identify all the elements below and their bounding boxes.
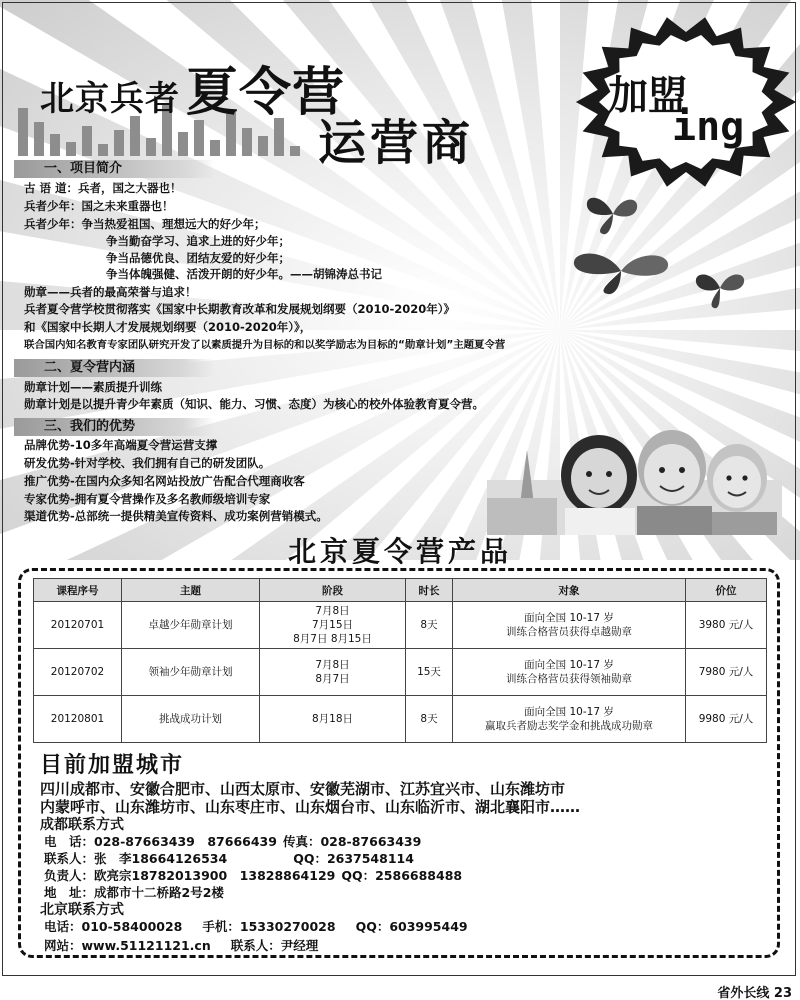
column-header: 对象 [453,579,686,602]
beijing-phone-line [44,917,474,935]
intro-line: 争当品德优良、团结友爱的好少年； [106,251,290,265]
course-stages [260,649,406,696]
intro-line: 兵者夏令营学校贯彻落实《国家中长期教育改革和发展规划纲要（2010-2020年）》 [24,302,456,316]
chengdu-manager-line [44,866,468,884]
course-duration: 8天 [406,602,453,649]
chengdu-contact-person: 联系人：张 李18664126534 [44,851,228,866]
table-row [34,602,767,649]
butterfly-icon [583,192,643,236]
course-code: 20120701 [34,602,122,649]
course-price: 7980 元/人 [686,649,767,696]
stage-date: 8月7日 8月15日 [293,633,372,645]
course-theme: 领袖少年勋章计划 [122,649,260,696]
course-stages [260,602,406,649]
intro-line: 和《国家中长期人才发展规划纲要（2010-2020年）》， [24,320,312,334]
children-photo [487,420,782,535]
target-line: 面向全国 10-17 岁 [524,706,614,718]
stage-date: 7月8日 [315,659,350,671]
section-heading-intro: 一、项目简介 [14,160,214,178]
chengdu-fax: 传真：028-87663439 [282,834,422,849]
intro-line: 兵者少年：国之未来重器也！ [24,199,174,213]
course-code: 20120702 [34,649,122,696]
course-price: 9980 元/人 [686,696,767,743]
cities-line: 四川成都市、安徽合肥市、山西太原市、安徽芜湖市、江苏宜兴市、山东潍坊市 [40,780,566,798]
beijing-contact-person: 联系人：尹经理 [230,938,319,953]
course-target [453,696,686,743]
course-theme: 卓越少年勋章计划 [122,602,260,649]
column-header: 阶段 [260,579,406,602]
course-stages [260,696,406,743]
content-line: 勋章计划——素质提升训练 [24,380,162,394]
column-header: 时长 [406,579,453,602]
chengdu-manager: 负责人：欧亮宗18782013900 13828864129 [44,868,336,883]
course-duration: 15天 [406,649,453,696]
intro-line: 争当体魄强健、活泼开朗的好少年。——胡锦涛总书记 [106,267,382,281]
section-heading-content: 二、夏令营内涵 [14,359,214,377]
column-header: 课程序号 [34,579,122,602]
content-line: 勋章计划是以提升青少年素质（知识、能力、习惯、态度）为核心的校外体验教育夏令营。 [24,397,484,411]
table-row [34,649,767,696]
course-target [453,649,686,696]
chengdu-contact-heading: 成都联系方式 [40,817,124,833]
intro-line: 联合国内知名教育专家团队研究开发了以素质提升为目标的和以奖学励志为目标的“勋章计划”主题夏令营 [24,339,506,351]
cities-line: 内蒙呼市、山东潍坊市、山东枣庄市、山东烟台市、山东临沂市、湖北襄阳市…… [40,798,581,816]
course-target [453,602,686,649]
advantage-line: 专家优势-拥有夏令营操作及多名教师级培训专家 [24,492,271,506]
cities-heading: 目前加盟城市 [40,753,185,778]
title-prefix: 北京兵者 [40,79,180,119]
target-line: 赢取兵者励志奖学金和挑战成功勋章 [485,720,653,732]
target-line: 训练合格营员获得卓越勋章 [506,626,632,638]
intro-line: 勋章——兵者的最高荣誉与追求！ [24,285,197,299]
target-line: 面向全国 10-17 岁 [524,612,614,624]
title-main: 夏令营 [186,62,346,123]
chengdu-phone: 电 话：028-87663439 87666439 [44,834,277,849]
chengdu-address: 地 址：成都市十二桥路2号2楼 [44,885,224,900]
beijing-web-line [44,936,324,954]
products-title: 北京夏令营产品 [287,535,512,568]
badge-text-join: 加盟 [608,73,688,119]
section-heading-advantages: 三、我们的优势 [14,418,214,436]
intro-line: 兵者少年：争当热爱祖国、理想远大的好少年； [24,217,266,231]
badge-text-ing: ing [672,104,745,150]
advantage-line: 推广优势-在国内众多知名网站投放广告配合代理商收客 [24,474,305,488]
course-code: 20120801 [34,696,122,743]
chengdu-qq: QQ：2637548114 [293,851,414,866]
beijing-mobile: 手机：15330270028 [202,919,336,934]
butterfly-icon [566,246,676,296]
column-header: 主题 [122,579,260,602]
intro-line: 争当勤奋学习、追求上进的好少年； [106,234,290,248]
stage-date: 7月8日 [315,605,350,617]
stage-date: 8月7日 [315,673,350,685]
beijing-website[interactable]: 网站：www.51121121.cn [44,938,211,953]
target-line: 面向全国 10-17 岁 [524,659,614,671]
chengdu-manager-qq: QQ：2586688488 [341,868,463,883]
stage-date: 8月18日 [311,713,354,725]
advantage-line: 品牌优势-10多年高端夏令营运营支撑 [24,438,218,452]
butterfly-icon [692,268,748,310]
beijing-contact-heading: 北京联系方式 [40,902,124,918]
products-table [33,578,767,743]
column-header: 价位 [686,579,767,602]
main-title [40,50,345,125]
course-price: 3980 元/人 [686,602,767,649]
subtitle: 运营商 [318,115,475,171]
table-header-row [34,579,767,602]
course-duration: 8天 [406,696,453,743]
beijing-phone: 电话：010-58400028 [44,919,183,934]
table-row [34,696,767,743]
target-line: 训练合格营员获得领袖勋章 [506,673,632,685]
chengdu-contact-line [44,849,420,867]
intro-line: 古 语 道：兵者，国之大器也！ [24,181,182,195]
advantage-line: 研发优势-针对学校、我们拥有自己的研发团队。 [24,456,271,470]
course-theme: 挑战成功计划 [122,696,260,743]
page-footer: 省外长线 23 [717,986,792,1000]
stage-date: 7月15日 [311,619,354,631]
advantage-line: 渠道优势-总部统一提供精美宣传资料、成功案例营销模式。 [24,509,328,523]
beijing-qq: QQ：603995449 [355,919,468,934]
chengdu-phone-line [44,832,427,850]
